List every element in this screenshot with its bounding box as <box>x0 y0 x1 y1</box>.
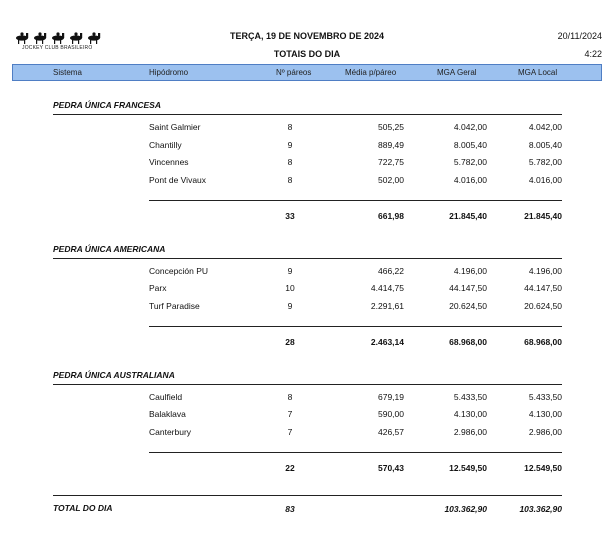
logo-text: JOCKEY CLUB BRASILEIRO <box>22 45 93 51</box>
section-title: PEDRA ÚNICA AMERICANA <box>53 244 166 254</box>
row-mga-geral: 5.782,00 <box>453 157 487 167</box>
row-media: 2.291,61 <box>370 301 404 311</box>
row-media: 4.414,75 <box>370 283 404 293</box>
row-mga-local: 2.986,00 <box>528 427 562 437</box>
subtotal-media: 2.463,14 <box>370 337 404 347</box>
row-hipodromo: Turf Paradise <box>149 301 200 311</box>
row-mga-local: 8.005,40 <box>528 140 562 150</box>
print-date: 20/11/2024 <box>557 31 602 41</box>
row-hipodromo: Saint Galmier <box>149 122 201 132</box>
col-mga-geral: MGA Geral <box>437 68 477 77</box>
total-mga-local: 103.362,90 <box>519 504 562 514</box>
row-hipodromo: Canterbury <box>149 427 192 437</box>
row-media: 502,00 <box>378 175 404 185</box>
row-media: 505,25 <box>378 122 404 132</box>
total-n-pareos: 83 <box>285 504 295 514</box>
row-media: 722,75 <box>378 157 404 167</box>
report-date-title: TERÇA, 19 DE NOVEMBRO DE 2024 <box>229 31 385 41</box>
row-media: 590,00 <box>378 409 404 419</box>
row-n-pareos: 10 <box>285 283 295 293</box>
row-media: 466,22 <box>378 266 404 276</box>
row-mga-local: 4.130,00 <box>528 409 562 419</box>
subtotal-mga-geral: 12.549,50 <box>449 463 487 473</box>
section-title: PEDRA ÚNICA FRANCESA <box>53 100 161 110</box>
row-hipodromo: Chantilly <box>149 140 182 150</box>
col-sistema: Sistema <box>53 68 82 77</box>
subtotal-mga-local: 68.968,00 <box>524 337 562 347</box>
subtotal-media: 570,43 <box>378 463 404 473</box>
row-n-pareos: 7 <box>287 427 293 437</box>
subtotal-mga-local: 12.549,50 <box>524 463 562 473</box>
section-divider <box>53 384 562 385</box>
row-mga-geral: 4.196,00 <box>453 266 487 276</box>
subtotal-n-pareos: 33 <box>285 211 295 221</box>
subtotal-mga-geral: 68.968,00 <box>449 337 487 347</box>
row-mga-geral: 8.005,40 <box>453 140 487 150</box>
subtotal-mga-geral: 21.845,40 <box>449 211 487 221</box>
row-hipodromo: Parx <box>149 283 167 293</box>
row-mga-geral: 4.130,00 <box>453 409 487 419</box>
row-n-pareos: 8 <box>287 122 293 132</box>
col-mga-local: MGA Local <box>518 68 558 77</box>
row-hipodromo: Balaklava <box>149 409 186 419</box>
row-mga-local: 4.042,00 <box>528 122 562 132</box>
row-n-pareos: 9 <box>287 140 293 150</box>
row-hipodromo: Pont de Vivaux <box>149 175 207 185</box>
subtotal-n-pareos: 28 <box>285 337 295 347</box>
row-mga-local: 20.624,50 <box>524 301 562 311</box>
row-media: 426,57 <box>378 427 404 437</box>
subtotal-divider <box>149 326 562 327</box>
row-mga-geral: 4.042,00 <box>453 122 487 132</box>
row-mga-local: 4.016,00 <box>528 175 562 185</box>
row-n-pareos: 9 <box>287 301 293 311</box>
total-divider <box>53 495 562 496</box>
row-mga-geral: 20.624,50 <box>449 301 487 311</box>
print-time: 4:22 <box>584 49 602 59</box>
row-mga-local: 5.433,50 <box>528 392 562 402</box>
row-mga-geral: 4.016,00 <box>453 175 487 185</box>
total-label: TOTAL DO DIA <box>53 503 113 513</box>
column-header-bar <box>12 64 602 81</box>
row-media: 679,19 <box>378 392 404 402</box>
report-subtitle: TOTAIS DO DIA <box>273 49 341 59</box>
subtotal-mga-local: 21.845,40 <box>524 211 562 221</box>
row-n-pareos: 7 <box>287 409 293 419</box>
row-mga-geral: 44.147,50 <box>449 283 487 293</box>
col-media: Média p/páreo <box>345 68 397 77</box>
subtotal-divider <box>149 452 562 453</box>
section-divider <box>53 258 562 259</box>
row-mga-local: 44.147,50 <box>524 283 562 293</box>
section-divider <box>53 114 562 115</box>
total-mga-geral: 103.362,90 <box>444 504 487 514</box>
row-hipodromo: Vincennes <box>149 157 189 167</box>
subtotal-media: 661,98 <box>378 211 404 221</box>
row-mga-local: 5.782,00 <box>528 157 562 167</box>
row-mga-geral: 2.986,00 <box>453 427 487 437</box>
row-hipodromo: Concepción PU <box>149 266 209 276</box>
row-n-pareos: 8 <box>287 175 293 185</box>
row-mga-local: 4.196,00 <box>528 266 562 276</box>
row-n-pareos: 8 <box>287 157 293 167</box>
subtotal-divider <box>149 200 562 201</box>
row-n-pareos: 9 <box>287 266 293 276</box>
row-mga-geral: 5.433,50 <box>453 392 487 402</box>
row-n-pareos: 8 <box>287 392 293 402</box>
col-hipodromo: Hipódromo <box>149 68 189 77</box>
row-hipodromo: Caulfield <box>149 392 183 402</box>
subtotal-n-pareos: 22 <box>285 463 295 473</box>
row-media: 889,49 <box>378 140 404 150</box>
section-title: PEDRA ÚNICA AUSTRALIANA <box>53 370 175 380</box>
col-n-pareos: Nº páreos <box>276 68 312 77</box>
